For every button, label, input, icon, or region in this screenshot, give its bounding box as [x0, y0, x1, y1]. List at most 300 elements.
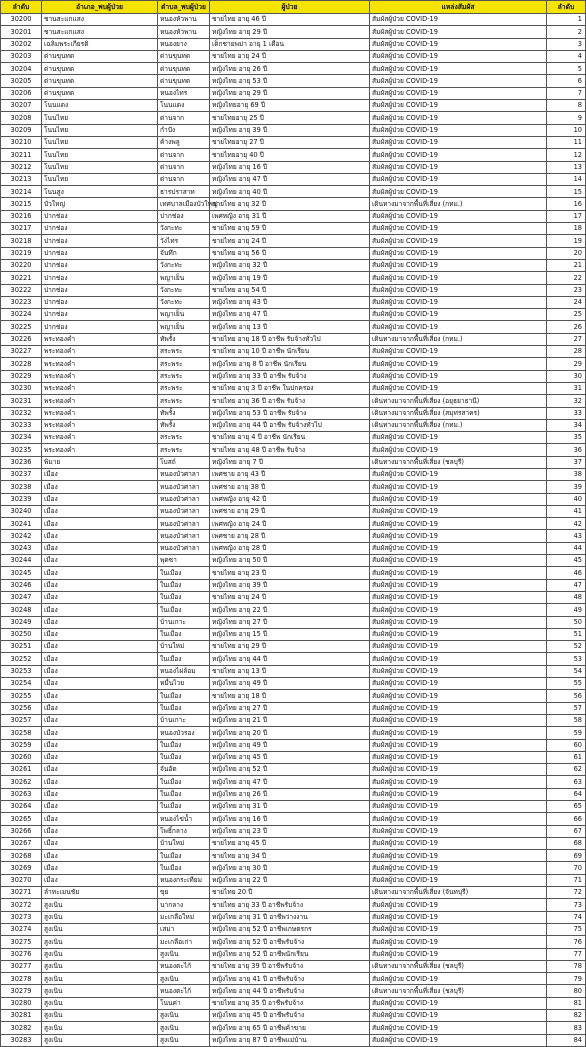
district-cell: โนนไทย [42, 112, 158, 124]
header-district: อำเภอ_พบผู้ป่วย [42, 1, 158, 14]
patient-cell: ชายไทย อายุ 48 ปี อาชีพ รับจ้าง [210, 444, 370, 456]
table-row [1, 481, 586, 493]
district-cell: เมือง [42, 555, 158, 567]
sequence-cell: 67 [547, 825, 586, 837]
patient-cell: หญิงไทย อายุ 43 ปี [210, 296, 370, 308]
case-id-cell: 30225 [1, 321, 42, 333]
case-id-cell: 30220 [1, 259, 42, 271]
subdistrict-cell: พญาเย็น [158, 321, 210, 333]
patient-cell: ชายไทย อายุ 36 ปี อาชีพ รับจ้าง [210, 395, 370, 407]
exposure-source-cell: สัมผัสผู้ป่วย COVID-19 [370, 653, 547, 665]
table-row [1, 382, 586, 394]
patient-cell: หญิงไทย อายุ 22 ปี [210, 874, 370, 886]
sequence-cell: 46 [547, 567, 586, 579]
subdistrict-cell: พญาเย็น [158, 309, 210, 321]
exposure-source-cell: สัมผัสผู้ป่วย COVID-19 [370, 874, 547, 886]
exposure-source-cell: สัมผัสผู้ป่วย COVID-19 [370, 26, 547, 38]
case-id-cell: 30217 [1, 223, 42, 235]
sequence-cell: 22 [547, 272, 586, 284]
subdistrict-cell: ปากช่อง [158, 210, 210, 222]
subdistrict-cell: ในเมือง [158, 862, 210, 874]
case-id-cell: 30279 [1, 985, 42, 997]
sequence-cell: 43 [547, 530, 586, 542]
exposure-source-cell: สัมผัสผู้ป่วย COVID-19 [370, 100, 547, 112]
sequence-cell: 62 [547, 764, 586, 776]
district-cell: เมือง [42, 518, 158, 530]
table-row [1, 358, 586, 370]
table-row [1, 136, 586, 148]
sequence-cell: 16 [547, 198, 586, 210]
header-sequence: ลำดับ [547, 1, 586, 14]
district-cell: เมือง [42, 567, 158, 579]
sequence-cell: 72 [547, 887, 586, 899]
district-cell: เมือง [42, 468, 158, 480]
case-id-cell: 30257 [1, 714, 42, 726]
exposure-source-cell: สัมผัสผู้ป่วย COVID-19 [370, 801, 547, 813]
table-row [1, 14, 586, 26]
sequence-cell: 11 [547, 136, 586, 148]
patient-cell: หญิงไทย อายุ 87 ปี อาชีพแม่บ้าน [210, 1034, 370, 1046]
patient-cell: หญิงไทย อายุ 20 ปี [210, 727, 370, 739]
table-row [1, 1010, 586, 1022]
table-row [1, 616, 586, 628]
district-cell: ปากช่อง [42, 223, 158, 235]
sequence-cell: 81 [547, 997, 586, 1009]
table-row [1, 678, 586, 690]
sequence-cell: 10 [547, 124, 586, 136]
table-row [1, 764, 586, 776]
sequence-cell: 33 [547, 407, 586, 419]
sequence-cell: 65 [547, 801, 586, 813]
table-row [1, 1034, 586, 1046]
patient-cell: ชายไทย อายุ 18 ปี [210, 690, 370, 702]
subdistrict-cell: สูงเนิน [158, 1010, 210, 1022]
sequence-cell: 70 [547, 862, 586, 874]
subdistrict-cell: สระพระ [158, 432, 210, 444]
table-row [1, 419, 586, 431]
patient-cell: เด็กชายพม่า อายุ 1 เดือน [210, 38, 370, 50]
exposure-source-cell: สัมผัสผู้ป่วย COVID-19 [370, 346, 547, 358]
patient-cell: หญิงไทย อายุ 45 ปี [210, 751, 370, 763]
exposure-source-cell: สัมผัสผู้ป่วย COVID-19 [370, 751, 547, 763]
district-cell: เมือง [42, 505, 158, 517]
table-row [1, 161, 586, 173]
sequence-cell: 56 [547, 690, 586, 702]
district-cell: สูงเนิน [42, 911, 158, 923]
patient-cell: ชายไทย อายุ 32 ปี [210, 198, 370, 210]
district-cell: เมือง [42, 542, 158, 554]
patient-cell: หญิงไทย อายุ 13 ปี [210, 321, 370, 333]
district-cell: เมือง [42, 579, 158, 591]
subdistrict-cell: สระพระ [158, 358, 210, 370]
subdistrict-cell: โนนค่า [158, 997, 210, 1009]
subdistrict-cell: ในเมือง [158, 751, 210, 763]
patient-cell: หญิงไทย อายุ 30 ปี [210, 862, 370, 874]
sequence-cell: 52 [547, 641, 586, 653]
district-cell: ปากช่อง [42, 309, 158, 321]
subdistrict-cell: ในเมือง [158, 604, 210, 616]
district-cell: เมือง [42, 714, 158, 726]
sequence-cell: 42 [547, 518, 586, 530]
sequence-cell: 76 [547, 936, 586, 948]
district-cell: ปากช่อง [42, 284, 158, 296]
subdistrict-cell: โนนแดง [158, 100, 210, 112]
exposure-source-cell: สัมผัสผู้ป่วย COVID-19 [370, 358, 547, 370]
table-row [1, 407, 586, 419]
case-id-cell: 30262 [1, 776, 42, 788]
table-row [1, 1022, 586, 1034]
patient-cell: หญิงไทย อายุ 31 ปี อาชีพว่างงาน [210, 911, 370, 923]
subdistrict-cell: ด่านขุนทด [158, 50, 210, 62]
subdistrict-cell: สูงเนิน [158, 1022, 210, 1034]
patient-cell: หญิงไทย อายุ 16 ปี [210, 161, 370, 173]
sequence-cell: 30 [547, 370, 586, 382]
district-cell: เมือง [42, 862, 158, 874]
case-id-cell: 30244 [1, 555, 42, 567]
case-id-cell: 30229 [1, 370, 42, 382]
subdistrict-cell: สูงเนิน [158, 948, 210, 960]
case-id-cell: 30207 [1, 100, 42, 112]
case-id-cell: 30231 [1, 395, 42, 407]
exposure-source-cell: สัมผัสผู้ป่วย COVID-19 [370, 112, 547, 124]
case-id-cell: 30206 [1, 87, 42, 99]
patient-cell: หญิงไทย อายุ 19 ปี [210, 272, 370, 284]
exposure-source-cell: สัมผัสผู้ป่วย COVID-19 [370, 235, 547, 247]
exposure-source-cell: สัมผัสผู้ป่วย COVID-19 [370, 173, 547, 185]
subdistrict-cell: หนองยาง [158, 38, 210, 50]
exposure-source-cell: สัมผัสผู้ป่วย COVID-19 [370, 591, 547, 603]
patient-cell: ชายไทยอายุ 27 ปี [210, 136, 370, 148]
case-id-cell: 30233 [1, 419, 42, 431]
sequence-cell: 61 [547, 751, 586, 763]
district-cell: ชานสะแกแสง [42, 26, 158, 38]
sequence-cell: 80 [547, 985, 586, 997]
district-cell: เมือง [42, 727, 158, 739]
subdistrict-cell: ในเมือง [158, 591, 210, 603]
district-cell: พระทองคำ [42, 358, 158, 370]
subdistrict-cell: จันทึก [158, 247, 210, 259]
table-row [1, 112, 586, 124]
patient-cell: หญิงไทย อายุ 32 ปี [210, 259, 370, 271]
case-id-cell: 30254 [1, 678, 42, 690]
table-row [1, 801, 586, 813]
patient-cell: ชายไทย อายุ 59 ปี [210, 223, 370, 235]
district-cell: เมือง [42, 616, 158, 628]
exposure-source-cell: สัมผัสผู้ป่วย COVID-19 [370, 468, 547, 480]
subdistrict-cell: ในเมือง [158, 702, 210, 714]
sequence-cell: 14 [547, 173, 586, 185]
district-cell: เมือง [42, 776, 158, 788]
table-row [1, 702, 586, 714]
exposure-source-cell: สัมผัสผู้ป่วย COVID-19 [370, 259, 547, 271]
case-id-cell: 30270 [1, 874, 42, 886]
header-row [1, 1, 586, 14]
sequence-cell: 27 [547, 333, 586, 345]
case-id-cell: 30259 [1, 739, 42, 751]
exposure-source-cell: เดินทางมาจากพื้นที่เสี่ยง (กทม.) [370, 419, 547, 431]
subdistrict-cell: ในเมือง [158, 579, 210, 591]
case-id-cell: 30222 [1, 284, 42, 296]
subdistrict-cell: ในเมือง [158, 653, 210, 665]
case-id-cell: 30249 [1, 616, 42, 628]
patient-cell: เพศหญิง อายุ 28 ปี [210, 542, 370, 554]
subdistrict-cell: ในเมือง [158, 628, 210, 640]
subdistrict-cell: สูงเนิน [158, 973, 210, 985]
table-row [1, 850, 586, 862]
subdistrict-cell: กำปัง [158, 124, 210, 136]
district-cell: พิมาย [42, 456, 158, 468]
case-id-cell: 30275 [1, 936, 42, 948]
case-id-cell: 30261 [1, 764, 42, 776]
exposure-source-cell: สัมผัสผู้ป่วย COVID-19 [370, 1034, 547, 1046]
case-id-cell: 30253 [1, 665, 42, 677]
exposure-source-cell: สัมผัสผู้ป่วย COVID-19 [370, 825, 547, 837]
table-row [1, 862, 586, 874]
table-row [1, 727, 586, 739]
table-row [1, 665, 586, 677]
table-row [1, 887, 586, 899]
subdistrict-cell: บ้านเกาะ [158, 714, 210, 726]
patient-cell: ชายไทย อายุ 35 ปี อาชีพรับจ้าง [210, 997, 370, 1009]
exposure-source-cell: สัมผัสผู้ป่วย COVID-19 [370, 309, 547, 321]
district-cell: บัวใหญ่ [42, 198, 158, 210]
subdistrict-cell: ในเมือง [158, 567, 210, 579]
exposure-source-cell: สัมผัสผู้ป่วย COVID-19 [370, 850, 547, 862]
exposure-source-cell: สัมผัสผู้ป่วย COVID-19 [370, 272, 547, 284]
sequence-cell: 23 [547, 284, 586, 296]
subdistrict-cell: วังไทร [158, 235, 210, 247]
case-id-cell: 30278 [1, 973, 42, 985]
district-cell: พระทองคำ [42, 333, 158, 345]
sequence-cell: 38 [547, 468, 586, 480]
exposure-source-cell: สัมผัสผู้ป่วย COVID-19 [370, 604, 547, 616]
case-id-cell: 30242 [1, 530, 42, 542]
district-cell: ด่านขุนทด [42, 87, 158, 99]
exposure-source-cell: สัมผัสผู้ป่วย COVID-19 [370, 63, 547, 75]
patient-cell: หญิงไทย อายุ 52 ปี อาชีพรับจ้าง [210, 936, 370, 948]
district-cell: พระทองคำ [42, 346, 158, 358]
exposure-source-cell: สัมผัสผู้ป่วย COVID-19 [370, 776, 547, 788]
case-id-cell: 30255 [1, 690, 42, 702]
case-id-cell: 30201 [1, 26, 42, 38]
patient-cell: หญิงไทย อายุ 53 ปี อาชีพ รับจ้าง [210, 407, 370, 419]
table-row [1, 813, 586, 825]
sequence-cell: 69 [547, 850, 586, 862]
case-id-cell: 30250 [1, 628, 42, 640]
sequence-cell: 31 [547, 382, 586, 394]
district-cell: พระทองคำ [42, 370, 158, 382]
district-cell: โนนไทย [42, 161, 158, 173]
patient-cell: หญิงไทย อายุ 47 ปี [210, 309, 370, 321]
exposure-source-cell: สัมผัสผู้ป่วย COVID-19 [370, 321, 547, 333]
sequence-cell: 78 [547, 960, 586, 972]
exposure-source-cell: สัมผัสผู้ป่วย COVID-19 [370, 87, 547, 99]
subdistrict-cell: ด่านจาก [158, 112, 210, 124]
table-row [1, 223, 586, 235]
table-row [1, 333, 586, 345]
sequence-cell: 36 [547, 444, 586, 456]
case-id-cell: 30219 [1, 247, 42, 259]
table-row [1, 604, 586, 616]
patient-cell: หญิงไทย อายุ 44 ปี [210, 653, 370, 665]
case-id-cell: 30240 [1, 505, 42, 517]
district-cell: เมือง [42, 801, 158, 813]
district-cell: สูงเนิน [42, 923, 158, 935]
patient-cell: หญิงไทย อายุ 26 ปี [210, 63, 370, 75]
table-row [1, 960, 586, 972]
sequence-cell: 49 [547, 604, 586, 616]
table-row [1, 653, 586, 665]
sequence-cell: 8 [547, 100, 586, 112]
subdistrict-cell: ด่านจาก [158, 173, 210, 185]
exposure-source-cell: สัมผัสผู้ป่วย COVID-19 [370, 518, 547, 530]
exposure-source-cell: สัมผัสผู้ป่วย COVID-19 [370, 505, 547, 517]
patient-cell: หญิงไทย อายุ 40 ปี [210, 186, 370, 198]
patient-cell: หญิงไทย อายุ 21 ปี [210, 714, 370, 726]
district-cell: ปากช่อง [42, 210, 158, 222]
case-id-cell: 30234 [1, 432, 42, 444]
case-id-cell: 30210 [1, 136, 42, 148]
subdistrict-cell: โพธิ์กลาง [158, 825, 210, 837]
table-row [1, 395, 586, 407]
exposure-source-cell: สัมผัสผู้ป่วย COVID-19 [370, 899, 547, 911]
exposure-source-cell: สัมผัสผู้ป่วย COVID-19 [370, 678, 547, 690]
table-row [1, 38, 586, 50]
case-id-cell: 30237 [1, 468, 42, 480]
subdistrict-cell: ในเมือง [158, 690, 210, 702]
patient-cell: เพศหญิง อายุ 42 ปี [210, 493, 370, 505]
exposure-source-cell: สัมผัสผู้ป่วย COVID-19 [370, 862, 547, 874]
table-row [1, 739, 586, 751]
header-subdistrict: ตำบล_พบผู้ป่วย [158, 1, 210, 14]
sequence-cell: 66 [547, 813, 586, 825]
district-cell: เมือง [42, 678, 158, 690]
district-cell: เมือง [42, 825, 158, 837]
district-cell: เมือง [42, 874, 158, 886]
subdistrict-cell: ในเมือง [158, 801, 210, 813]
patient-cell: หญิงไทย อายุ 65 ปี อาชีพค้าขาย [210, 1022, 370, 1034]
district-cell: ปากช่อง [42, 247, 158, 259]
exposure-source-cell: สัมผัสผู้ป่วย COVID-19 [370, 247, 547, 259]
patient-cell: หญิงไทย อายุ 33 ปี อาชีพ รับจ้าง [210, 370, 370, 382]
table-row [1, 309, 586, 321]
table-row [1, 591, 586, 603]
sequence-cell: 75 [547, 923, 586, 935]
subdistrict-cell: พญาเย็น [158, 272, 210, 284]
exposure-source-cell: เดินทางมาจากพื้นที่เสี่ยง (กทม.) [370, 333, 547, 345]
district-cell: โนนสูง [42, 186, 158, 198]
subdistrict-cell: ด่านจาก [158, 161, 210, 173]
table-row [1, 235, 586, 247]
table-row [1, 272, 586, 284]
exposure-source-cell: สัมผัสผู้ป่วย COVID-19 [370, 641, 547, 653]
exposure-source-cell: สัมผัสผู้ป่วย COVID-19 [370, 296, 547, 308]
table-row [1, 923, 586, 935]
case-id-cell: 30252 [1, 653, 42, 665]
table-row [1, 493, 586, 505]
district-cell: ปากช่อง [42, 259, 158, 271]
table-row [1, 505, 586, 517]
table-row [1, 370, 586, 382]
case-id-cell: 30200 [1, 14, 42, 26]
table-row [1, 690, 586, 702]
subdistrict-cell: สูงเนิน [158, 1034, 210, 1046]
sequence-cell: 59 [547, 727, 586, 739]
sequence-cell: 39 [547, 481, 586, 493]
subdistrict-cell: หนองบัวศาลา [158, 481, 210, 493]
table-row [1, 26, 586, 38]
table-row [1, 567, 586, 579]
exposure-source-cell: สัมผัสผู้ป่วย COVID-19 [370, 702, 547, 714]
patient-cell: หญิงไทย อายุ 31 ปี [210, 801, 370, 813]
district-cell: ปากช่อง [42, 296, 158, 308]
table-row [1, 50, 586, 62]
table-row [1, 788, 586, 800]
case-id-cell: 30212 [1, 161, 42, 173]
district-cell: สูงเนิน [42, 960, 158, 972]
table-row [1, 985, 586, 997]
district-cell: พระทองคำ [42, 395, 158, 407]
case-id-cell: 30260 [1, 751, 42, 763]
table-row [1, 518, 586, 530]
patient-cell: ชายไทย อายุ 45 ปี [210, 837, 370, 849]
sequence-cell: 4 [547, 50, 586, 62]
patient-cell: หญิงไทย อายุ 45 ปี อาชีพรับจ้าง [210, 1010, 370, 1022]
sequence-cell: 1 [547, 14, 586, 26]
case-id-cell: 30211 [1, 149, 42, 161]
header-case-id: ลำดับ [1, 1, 42, 14]
case-id-cell: 30243 [1, 542, 42, 554]
patient-cell: หญิงไทย อายุ 7 ปี [210, 456, 370, 468]
table-row [1, 149, 586, 161]
patient-cell: เพศชาย อายุ 38 ปี [210, 481, 370, 493]
sequence-cell: 54 [547, 665, 586, 677]
exposure-source-cell: สัมผัสผู้ป่วย COVID-19 [370, 14, 547, 26]
patient-cell: หญิงไทย อายุ 49 ปี [210, 739, 370, 751]
sequence-cell: 35 [547, 432, 586, 444]
exposure-source-cell: สัมผัสผู้ป่วย COVID-19 [370, 813, 547, 825]
subdistrict-cell: บ้านเกาะ [158, 616, 210, 628]
patient-cell: หญิงไทย อายุ 50 ปี [210, 555, 370, 567]
district-cell: โนนไทย [42, 136, 158, 148]
district-cell: ปากช่อง [42, 235, 158, 247]
district-cell: เมือง [42, 813, 158, 825]
patient-cell: ชายไทย อายุ 23 ปี [210, 567, 370, 579]
exposure-source-cell: สัมผัสผู้ป่วย COVID-19 [370, 1022, 547, 1034]
district-cell: ลำทะเมนชัย [42, 887, 158, 899]
subdistrict-cell: หนองไทร [158, 87, 210, 99]
subdistrict-cell: หนองบัวศาลา [158, 505, 210, 517]
exposure-source-cell: สัมผัสผู้ป่วย COVID-19 [370, 911, 547, 923]
exposure-source-cell: เดินทางมาจากพื้นที่เสี่ยง (สมุทรสาคร) [370, 407, 547, 419]
table-row [1, 87, 586, 99]
exposure-source-cell: สัมผัสผู้ป่วย COVID-19 [370, 973, 547, 985]
sequence-cell: 25 [547, 309, 586, 321]
patient-cell: หญิงไทย อายุ 23 ปี [210, 825, 370, 837]
case-id-cell: 30265 [1, 813, 42, 825]
exposure-source-cell: สัมผัสผู้ป่วย COVID-19 [370, 382, 547, 394]
exposure-source-cell: สัมผัสผู้ป่วย COVID-19 [370, 75, 547, 87]
case-id-cell: 30205 [1, 75, 42, 87]
district-cell: โนนไทย [42, 149, 158, 161]
exposure-source-cell: สัมผัสผู้ป่วย COVID-19 [370, 432, 547, 444]
case-id-cell: 30228 [1, 358, 42, 370]
district-cell: สูงเนิน [42, 899, 158, 911]
subdistrict-cell: ด่านขุนทด [158, 63, 210, 75]
patient-cell: ชายไทย อายุ 33 ปี อาชีพรับจ้าง [210, 899, 370, 911]
exposure-source-cell: สัมผัสผู้ป่วย COVID-19 [370, 370, 547, 382]
subdistrict-cell: หนองบัวศาลา [158, 542, 210, 554]
